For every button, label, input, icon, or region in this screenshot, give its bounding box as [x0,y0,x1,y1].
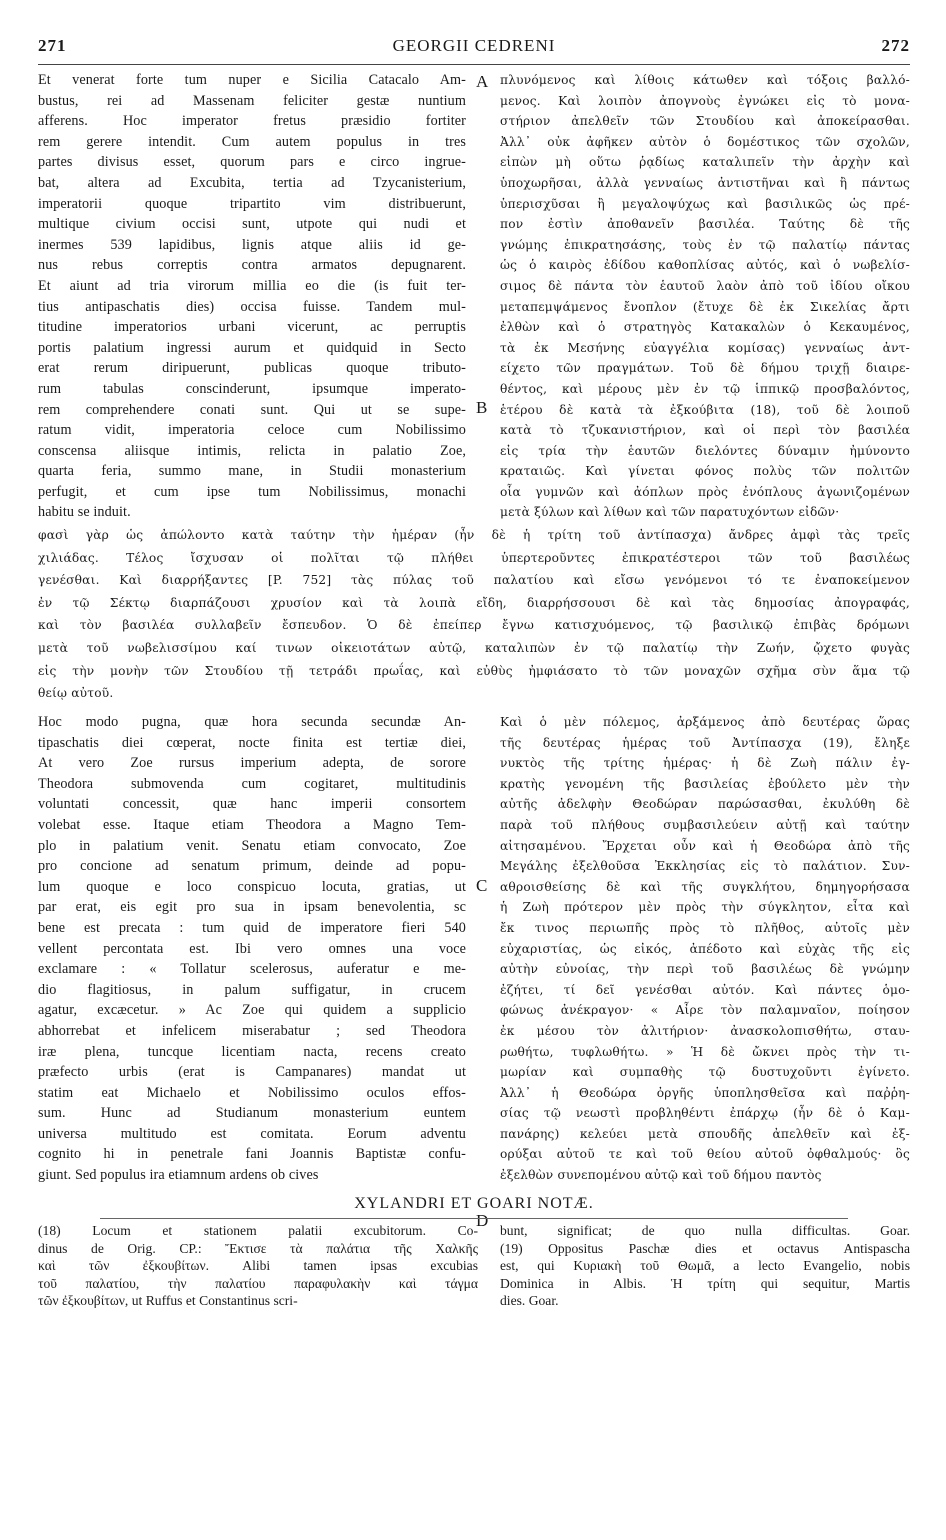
greek-text-line: κρατὴς γενομένη τῆς βασιλείας ἐβούλετο μὲν τὴν [500,776,910,791]
greek-text-line: ὑπερισχῦσαι ἢ μεγαλοψύχως καὶ βασιλικῶς ὡς πρέ- [500,196,910,211]
greek-text-line: αὐτὴν εὐνοίας, τὴν περὶ τοῦ βασιλέως δὲ γνώμην [500,962,910,977]
latin-text-line: pro concione ad senatum primum, deinde ad popu- [38,858,466,875]
latin-text-line: habitu se induit. [38,504,131,521]
note-text-line: καὶ τῶν ἐξκουβίτων. Alibi tamen ipsas excubias [38,1258,478,1274]
page-number-right: 272 [881,36,910,55]
latin-text-line: tius antipaschatis dies) occisa fuisse. Tandem mul- [38,298,466,315]
margin-letter-d: D [476,1211,489,1230]
greek-text-line: ἔκ τινος περιωπῆς πρὸς τὸ πλῆθος, αὐτοῖς μὲν [500,920,910,935]
latin-text-line: Et aiunt ad tria virorum millia eo die (is fuit ter- [38,277,466,294]
greek-text-line: ορύξαι αὐτοῦ τε καὶ τοῦ θείου αὐτοῦ ὀφθαλμούς· ὃς [500,1147,910,1162]
greek-full-width-block [38,524,910,705]
note-text-line: dinus de Orig. CP.: Ἔκτισε τὰ παλάτια τῆς Χαλκῆς [38,1240,478,1256]
greek-text-line: ἑτέρου δὲ κατὰ τὰ ἐξκούβιτα (18), τοῦ δὲ λοιποῦ [500,402,910,417]
greek-text-line: μενος. Καὶ λοιπὸν ἀπογνοὺς ἐγνώκει εἰς τὸ μονα- [500,93,910,108]
latin-text-line: afferens. Hoc imperator fretus præsidio fortiter [38,113,466,130]
greek-text-line: πανάρης) κελεύει μετὰ σπουδῆς ἀπελθεῖν καὶ ἐξ- [500,1126,910,1141]
greek-text-line: πον ἐστὶν ἀποθανεῖν βασιλέα. Ταύτης δὲ τῆς [500,217,910,232]
latin-text-line: rem comprehendere conati sunt. Qui ut se supe- [38,401,466,418]
greek-text-line: ἐξελθὼν συνεπομένου αὐτῷ καὶ τοῦ δήμου παντὸς [500,1168,822,1183]
greek-text-line: είχετο τῶν πραγμάτων. Τοῦ δὲ δήμου τριχῇ διαιρε- [500,361,910,376]
greek-text-line: αἰτησαμένου. Ἔρχεται οὖν καὶ ἡ Θεοδώρα ἀπὸ τῆς [500,838,910,853]
latin-text-line: giunt. Sed populus ira etiamnum ardens ob cives [38,1167,319,1184]
note-text-line: est, qui Κυριακὴ τοῦ Θωμᾶ, a lecto Evangelio, nobis [500,1258,910,1274]
greek-text-line: Μεγάλης ἐξελθοῦσα Ἐκκλησίας εἰς τὸ παλάτιον. Συν- [500,859,910,874]
latin-text-line: multique civium occisi sunt, utpote qui nudi et [38,216,466,233]
greek-text-line: φώνως ἀνέκραγον· « Αἶρε τὸν παλαμναῖον, ποίησον [500,1003,910,1018]
notes-rule [100,1218,848,1219]
greek-text-line: μωρίαν καὶ συμπαθὴς τῷ δυστυχοῦντι ἐγίνετο. [500,1065,910,1080]
greek-text-line: ὑποχωρῆσαι, ἀλλὰ γενναίως ἀντιστῆναι καὶ ἢ πάντως [500,175,910,190]
greek-text-line: κατὰ τὸ τζυκανιστήριον, καὶ οἱ περὶ τὸν βασιλέα [500,423,910,438]
greek-text-line: ἐζήτει, τί δεῖ γενέσθαι αὐτόν. Καὶ πάντες ὁμο- [500,982,910,997]
latin-text-line: dio flagitiosus, in palum suffigatur, in crucem [38,981,466,998]
greek-text-line: αθροισθείσης δὲ καὶ τῆς συγκλήτου, δημηγορήσασα [500,879,910,894]
greek-text-line: Ἀλλ᾽ οὐκ ἀφῆκεν αὐτὸν ὁ δομέστικος τῶν σχολῶν, [500,134,910,149]
greek-text-line: γενέσθαι. Καὶ διαρρήξαντες [P. 752] τὰς πύλας τοῦ παλατίου καὶ εἴσω γενόμενοι τό τε ἐναποκείμενον [38,573,910,588]
greek-text-line: ὡς ὁ καιρὸς ἐδίδου καθοπλίσας αὐτός, καὶ ὁ νωβελίσ- [500,258,910,273]
header-rule [38,64,910,65]
latin-text-line: conscensa aliisque intimis, relicta in palatio Zoe, [38,442,466,459]
page-number-left: 271 [38,36,67,55]
latin-text-line: titudine imperatorios urbani vicerunt, ac perruptis [38,319,466,336]
latin-column-top [38,70,466,523]
greek-text-line: εἰς τρία τὴν ἑαυτῶν διελόντες δύναμιν ἠμύνοντο [500,443,910,458]
latin-text-line: erat rerum diripuerunt, publicas quoque tributo- [38,360,466,377]
greek-text-line: οἷα γυμνῶν καὶ ἀόπλων πρὸς ἐνόπλους ἀγωνιζομένων [500,484,910,499]
latin-text-line: plo in palatium venit. Senatu etiam convocato, Zoe [38,837,466,854]
latin-text-line: abhorrebat et infelicem miserabatur ; sed Theodora [38,1022,466,1039]
notes-right-column [500,1222,910,1310]
greek-text-line: θείῳ αὐτοῦ. [38,686,114,701]
note-text-line: (19) Oppositus Paschæ dies et octavus Antispascha [500,1240,910,1256]
latin-text-line: rum tabulas conscinderunt, ipsumque imperato- [38,380,466,397]
latin-text-line: statim eat Michaelo et Nobilissimo oculos effos- [38,1084,466,1101]
latin-text-line: ratum vidit, imperatoria celoce cum Nobilissimo [38,422,466,439]
greek-text-line: τὰ ἐκ Μεσήνης εὐαγγέλια κομίσας) γενναίως ἀντ- [500,340,910,355]
note-text-line: τῶν ἐξκουβίτων, ut Ruffus et Constantinus scri- [38,1293,298,1309]
notes-title: XYLANDRI ET GOARI NOTÆ. [354,1195,594,1212]
latin-text-line: portis palatium ingressi aurum et quidquid in Secto [38,339,466,356]
greek-text-line: μετὰ τοῦ νωβελισσίμου καί τινων οἰκειοτάτων αὐτῷ, καταλιπὼν ἐν τῷ παλατίῳ τὴν Ζωήν, ᾤχετο φυγὰς [38,640,910,655]
latin-text-line: Hoc modo pugna, quæ hora secunda secundæ An- [38,714,466,730]
greek-text-line: νυκτὸς τῆς τρίτης ἡμέρας· ἡ δὲ Ζωὴ πάλιν ἐγ- [500,756,910,771]
greek-text-line: ἐν τῷ Σέκτῳ διαρπάζουσι χρυσίον καὶ τὰ λοιπὰ εἴδη, διαρρήσσουσι δὲ καὶ τὰς δημοσίας ἀπογραφάς, [38,595,910,610]
greek-text-line: γνώμης ἐπικρατησάσης, τοὺς ἐν τῷ παλατίῳ πάντας [500,237,910,252]
greek-text-line: εἰπὼν μὴ οὕτω ῥᾳδίως καταλιπεῖν τὴν ἀρχὴν καὶ [500,155,910,170]
greek-text-line: παρὰ τοῦ πλήθους συμβασιλεύειν αὐτῇ καὶ ταύτην [500,817,910,832]
latin-text-line: bat, altera ad Excubita, tertia ad Tzycanisterium, [38,174,466,191]
greek-text-line: εὐχαριστίας, ὡς εἰκός, ἀπέδοτο καὶ εὐχὰς τῆς εἰς [500,941,910,956]
greek-text-line: κραταιῶς. Καὶ γίνεται φόνος πολὺς τῶν πολιτῶν [500,464,910,479]
greek-text-line: σίας τῷ νεωστὶ προβληθέντι ἐπάρχῳ (ἦν δὲ ὁ Καμ- [500,1106,910,1121]
latin-text-line: Theodora submovenda cum cogitaret, multitudinis [38,775,466,792]
latin-text-line: bene est precata : tum quid de imperatore fieri 540 [38,919,466,936]
latin-text-line: cognito hi in penetrale fani Joannis Baptistæ confu- [38,1146,466,1163]
latin-text-line: iræ plena, tuncque licentiam nacta, recens creato [38,1043,466,1060]
greek-text-line: στήριον ἀπελθεῖν τῶν Στουδίου καὶ ἀποκείρασθαι. [500,114,910,129]
latin-text-line: volebat esse. Itaque etiam Theodora a Magno Tem- [38,816,466,833]
margin-letter-c: C [476,876,488,895]
greek-text-line: Ἀλλ᾽ ἡ Θεοδώρα ὀργῆς ὑποπλησθεῖσα καὶ παῤῥη- [500,1085,910,1100]
greek-text-line: τῆς δευτέρας ἡμέρας τοῦ Ἀντίπασχα (19), ἔληξε [500,735,910,750]
latin-text-line: inermes 539 lapidibus, lignis atque aliis id ge- [38,236,466,253]
latin-text-line: par erat, eis egit pro sua in ipsam benevolentia, sc [38,899,466,916]
latin-text-line: rem gerere intendit. Cum autem populus in tres [38,133,466,150]
latin-text-line: exclamare : « Tollatur scelerosus, auferatur e me- [38,961,466,978]
latin-text-line: sum. Hunc ad Studianum monasterium euntem [38,1105,466,1122]
greek-column-bottom [500,712,910,1186]
greek-text-line: πλυνόμενος καὶ λίθοις κάτωθεν καὶ τόξοις βαλλό- [500,73,910,87]
greek-text-line: Καὶ ὁ μὲν πόλεμος, ἀρξάμενος ἀπὸ δευτέρας ὥρας [500,715,910,729]
greek-text-line: μετὰ ξύλων καὶ λίθων καὶ τῶν παρατυχόντων εἰδῶν· [500,505,840,520]
latin-text-line: nus rebus correptis contra armatos depugnarent. [38,257,466,274]
greek-text-line: σιμος δὲ πάντα τὸν ἑαυτοῦ λαὸν ἀπὸ τοῦ ἰδίου οἴκου [500,278,910,293]
greek-text-line: μεταπεμψάμενος ἔνοπλον (ἔτυχε δὲ ἐκ Σικελίας ἄρτι [500,299,910,314]
running-title: GEORGII CEDRENI [392,36,556,55]
greek-text-line: εἰς τὴν μονὴν τῶν Στουδίου τῇ τετράδι πρωΐας, καὶ εὐθὺς ἠμφιάσατο τὸ τῶν μοναχῶν σχῆμα σὺν ἅμα τῷ [38,663,910,678]
latin-text-line: tipaschatis diei cœperat, nocte finita est tertiæ diei, [38,734,466,751]
note-text-line: (18) Locum et stationem palatii excubitorum. Co- [38,1223,478,1238]
running-header [38,36,910,60]
greek-text-line: ἐλθὼν καὶ ὁ στρατηγὸς Κατακαλὼν ὁ Κεκαυμένος, [500,320,910,335]
latin-text-line: agatur, excæcetur. » Ac Zoe qui quidem a supplicio [38,1002,466,1019]
latin-text-line: vellent percontata est. Ibi vero omnes una voce [38,940,466,957]
greek-text-line: αὐτῆς ἀδελφὴν Θεοδώραν παρώσασθαι, ἐκυλύθη δὲ [500,797,910,812]
note-text-line: dies. Goar. [500,1293,559,1309]
latin-text-line: bustus, rei ad Massenam feliciter gestæ nuntium [38,92,466,109]
latin-text-line: Et venerat forte tum nuper e Sicilia Catacalo Am- [38,72,466,88]
greek-text-line: καὶ τὸν βασιλέα συλλαβεῖν ἔσπευδον. Ὁ δὲ ἐπείπερ ἔγνω κατισχυόμενος, τῷ βασιλικῷ ἐπιβὰς δρόμωνι [38,618,910,633]
greek-text-line: ρωθήτω, τυφλωθήτω. » Ἡ δὲ ὤκνει πρὸς τὴν τι- [500,1044,910,1059]
latin-column-bottom [38,712,466,1186]
latin-text-line: præfecto urbis (erat is Campanares) mandat ut [38,1064,466,1081]
greek-text-line: θέντος, καὶ μέρους μὲν ἐν τῷ ἱππικῷ προσβαλόντος, [500,381,910,396]
latin-text-line: lum quoque e loco conspicuo locuta, gratias, ut [38,878,466,895]
margin-letter-a: A [476,72,489,91]
margin-letter-b: B [476,398,488,417]
greek-text-line: ἡ Ζωὴ πρότερον μὲν πρὸς τὴν σύγκλητον, εἶτα καὶ [500,900,910,915]
latin-text-line: perfugit, et cum ipse tum Nobilissimus, monachi [38,483,466,500]
greek-text-line: φασὶ γὰρ ὡς ἀπώλοντο κατὰ ταύτην τὴν ἡμέραν (ἦν δὲ ἡ τρίτη τοῦ ἀντίπασχα) ἄνδρες ἀμφὶ τὰς τρεῖς [38,528,910,542]
latin-text-line: voluntati concessit, quæ hanc imperii consortem [38,796,466,813]
latin-text-line: imperatorii quoque tripartito vim distribuerunt, [38,195,466,212]
latin-text-line: universa multitudo est comitata. Eorum adventu [38,1125,466,1142]
latin-text-line: quarta feria, summo mane, in Studii monasterium [38,463,466,480]
note-text-line: bunt, significat; de quo nulla difficultas. Goar. [500,1223,910,1238]
greek-text-line: ἐκ μέσου τὸν ἀλιτήριον· ἀνασκολοπισθήτω, σταυ- [500,1023,910,1038]
latin-text-line: partes divisus esset, quorum pars e circo ingrue- [38,154,466,171]
note-text-line: τοῦ παλατίου, τὴν παλατίου παραφυλακὴν καὶ τάγμα [38,1275,478,1291]
notes-left-column [38,1222,478,1310]
greek-column-top [500,70,910,523]
note-text-line: Dominica in Albis. Ἡ τρίτη qui sequitur, Martis [500,1275,910,1291]
latin-text-line: At vero Zoe rursus imperium adepta, de sorore [38,755,466,772]
greek-text-line: χιλιάδας. Τέλος ἴσχυσαν οἱ πολῖται τῷ πλήθει ὑπερτεροῦντες ἐπικρατέστεροι τῶν τοῦ βασιλέως [38,550,910,565]
